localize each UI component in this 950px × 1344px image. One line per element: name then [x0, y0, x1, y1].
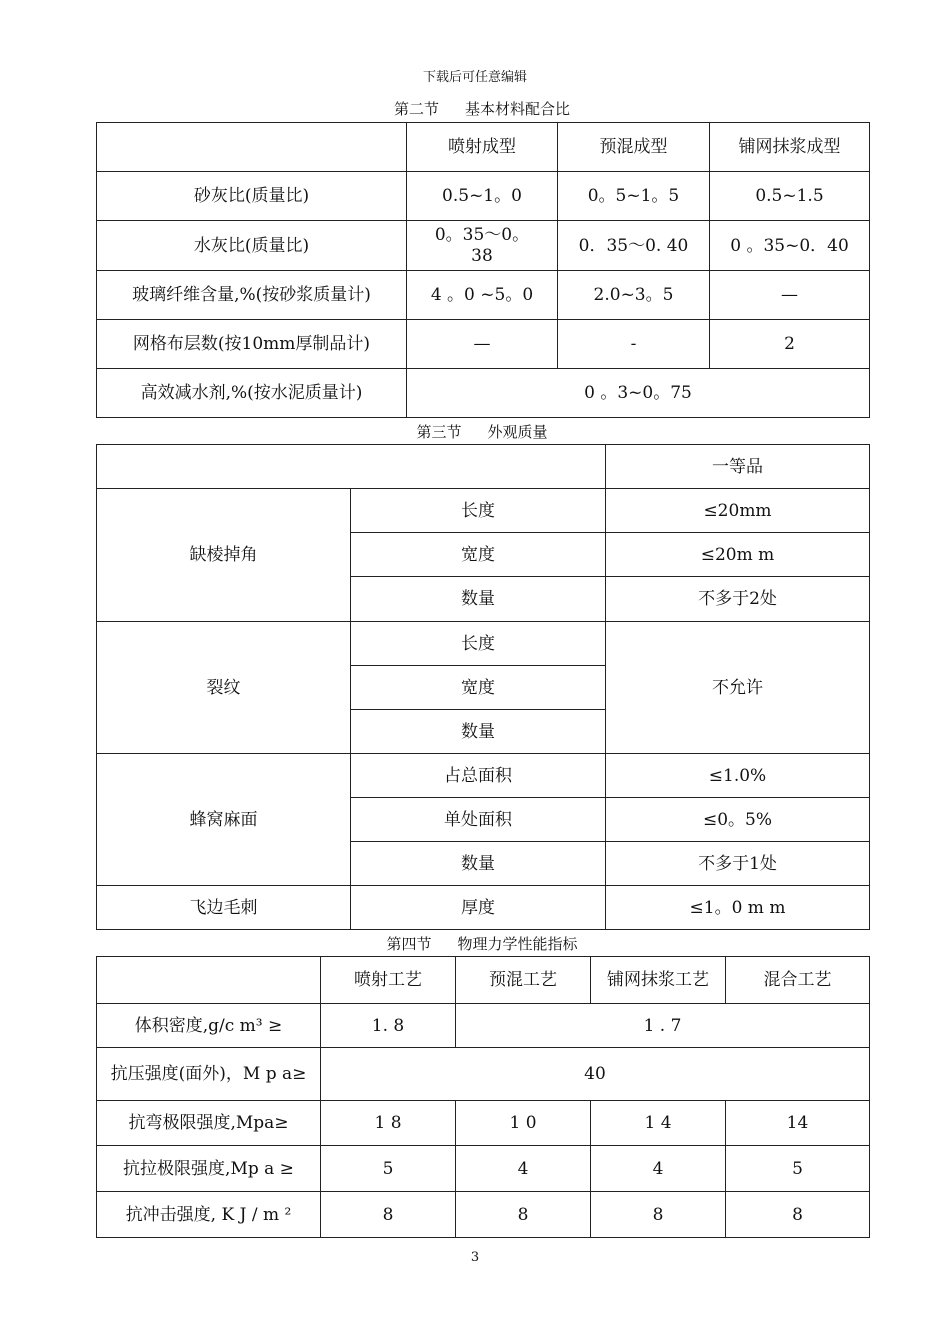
section-4-title: 物理力学性能指标 — [457, 935, 578, 953]
column-header: 预混成型 — [558, 123, 710, 172]
column-header: 喷射工艺 — [321, 957, 456, 1004]
table-cell: 1. 8 — [321, 1004, 456, 1048]
row-label: 高效减水剂,%(按水泥质量计) — [97, 369, 407, 418]
physical-mechanical-table — [96, 956, 870, 1238]
group-label: 飞边毛刺 — [97, 886, 351, 930]
table-row — [97, 489, 870, 533]
row-label: 抗拉极限强度,Mp a ≥ — [97, 1146, 321, 1192]
table-row — [97, 622, 870, 666]
table-row — [97, 172, 870, 221]
table-cell: 0。5~1。5 — [558, 172, 710, 221]
row-label: 砂灰比(质量比) — [97, 172, 407, 221]
group-label: 蜂窝麻面 — [97, 754, 351, 886]
item-label: 数量 — [351, 842, 606, 886]
table-cell: 1 4 — [591, 1101, 726, 1146]
section-2-title: 基本材料配合比 — [465, 100, 571, 118]
table-cell: 2.0~3。5 — [558, 271, 710, 320]
group-label: 缺棱掉角 — [97, 489, 351, 622]
row-label: 体积密度,g/c m³ ≥ — [97, 1004, 321, 1048]
item-label: 厚度 — [351, 886, 606, 930]
merged-cell: 0 。3~0。75 — [407, 369, 870, 418]
item-label: 宽度 — [351, 666, 606, 710]
section-4-caption — [96, 935, 868, 953]
item-label: 数量 — [351, 577, 606, 622]
empty-corner-cell — [97, 445, 606, 489]
table-header-row — [97, 123, 870, 172]
merged-cell: 1 . 7 — [456, 1004, 870, 1048]
section-2-number: 第二节 — [393, 100, 439, 118]
column-header: 铺网抹浆成型 — [710, 123, 870, 172]
merged-cell: 不允许 — [606, 622, 870, 754]
item-label: 单处面积 — [351, 798, 606, 842]
page-header: 下载后可任意编辑 — [422, 70, 527, 85]
table-row — [97, 886, 870, 930]
table-cell: ≤20m m — [606, 533, 870, 577]
table-cell: ≤1.0% — [606, 754, 870, 798]
table-cell: 不多于1处 — [606, 842, 870, 886]
table-cell: ≤1。0 m m — [606, 886, 870, 930]
item-label: 长度 — [351, 622, 606, 666]
table-cell: 0.5~1。0 — [407, 172, 558, 221]
table-row — [97, 271, 870, 320]
table-cell: 8 — [726, 1192, 870, 1238]
item-label: 长度 — [351, 489, 606, 533]
table-cell: 0.5~1.5 — [710, 172, 870, 221]
column-header: 喷射成型 — [407, 123, 558, 172]
table-cell: 0。35～0。38 — [407, 221, 558, 271]
row-label: 网格布层数(按10mm厚制品计) — [97, 320, 407, 369]
table-header-row — [97, 445, 870, 489]
item-label: 占总面积 — [351, 754, 606, 798]
group-label: 裂纹 — [97, 622, 351, 754]
appearance-quality-table — [96, 444, 870, 930]
table-row — [97, 1004, 870, 1048]
section-2-caption — [96, 100, 868, 118]
table-cell: 1 8 — [321, 1101, 456, 1146]
column-header: 铺网抹浆工艺 — [591, 957, 726, 1004]
material-mix-table — [96, 122, 870, 418]
table-row — [97, 369, 870, 418]
column-header: 一等品 — [606, 445, 870, 489]
table-row — [97, 1101, 870, 1146]
table-cell: 0．35～0. 40 — [558, 221, 710, 271]
row-label: 抗冲击强度, K J / m ² — [97, 1192, 321, 1238]
empty-corner-cell — [97, 957, 321, 1004]
table-cell: 5 — [321, 1146, 456, 1192]
table-cell: 14 — [726, 1101, 870, 1146]
table-row — [97, 320, 870, 369]
table-cell: — — [710, 271, 870, 320]
row-label: 水灰比(质量比) — [97, 221, 407, 271]
table-row — [97, 1146, 870, 1192]
table-row — [97, 1048, 870, 1101]
table-cell: 4 。0 ~5。0 — [407, 271, 558, 320]
table-cell: 5 — [726, 1146, 870, 1192]
row-label: 玻璃纤维含量,%(按砂浆质量计) — [97, 271, 407, 320]
section-4-number: 第四节 — [386, 935, 432, 953]
table-cell: - — [558, 320, 710, 369]
table-row — [97, 221, 870, 271]
table-cell: 4 — [456, 1146, 591, 1192]
section-3-number: 第三节 — [416, 423, 462, 441]
table-cell: 8 — [456, 1192, 591, 1238]
table-cell: 4 — [591, 1146, 726, 1192]
table-header-row — [97, 957, 870, 1004]
table-cell: 0 。35~0．40 — [710, 221, 870, 271]
table-cell: 8 — [321, 1192, 456, 1238]
table-cell: — — [407, 320, 558, 369]
page-number: 3 — [470, 1250, 480, 1265]
item-label: 宽度 — [351, 533, 606, 577]
table-cell: ≤0。5% — [606, 798, 870, 842]
table-cell: 1 0 — [456, 1101, 591, 1146]
section-3-title: 外观质量 — [487, 423, 548, 441]
table-cell: 不多于2处 — [606, 577, 870, 622]
table-cell: 2 — [710, 320, 870, 369]
row-label: 抗弯极限强度,Mpa≥ — [97, 1101, 321, 1146]
table-cell: ≤20mm — [606, 489, 870, 533]
table-row — [97, 754, 870, 798]
empty-corner-cell — [97, 123, 407, 172]
item-label: 数量 — [351, 710, 606, 754]
column-header: 混合工艺 — [726, 957, 870, 1004]
table-row — [97, 1192, 870, 1238]
table-cell: 8 — [591, 1192, 726, 1238]
row-label: 抗压强度(面外)，M p a≥ — [97, 1048, 321, 1101]
merged-cell: 40 — [321, 1048, 870, 1101]
column-header: 预混工艺 — [456, 957, 591, 1004]
section-3-caption — [96, 423, 868, 441]
